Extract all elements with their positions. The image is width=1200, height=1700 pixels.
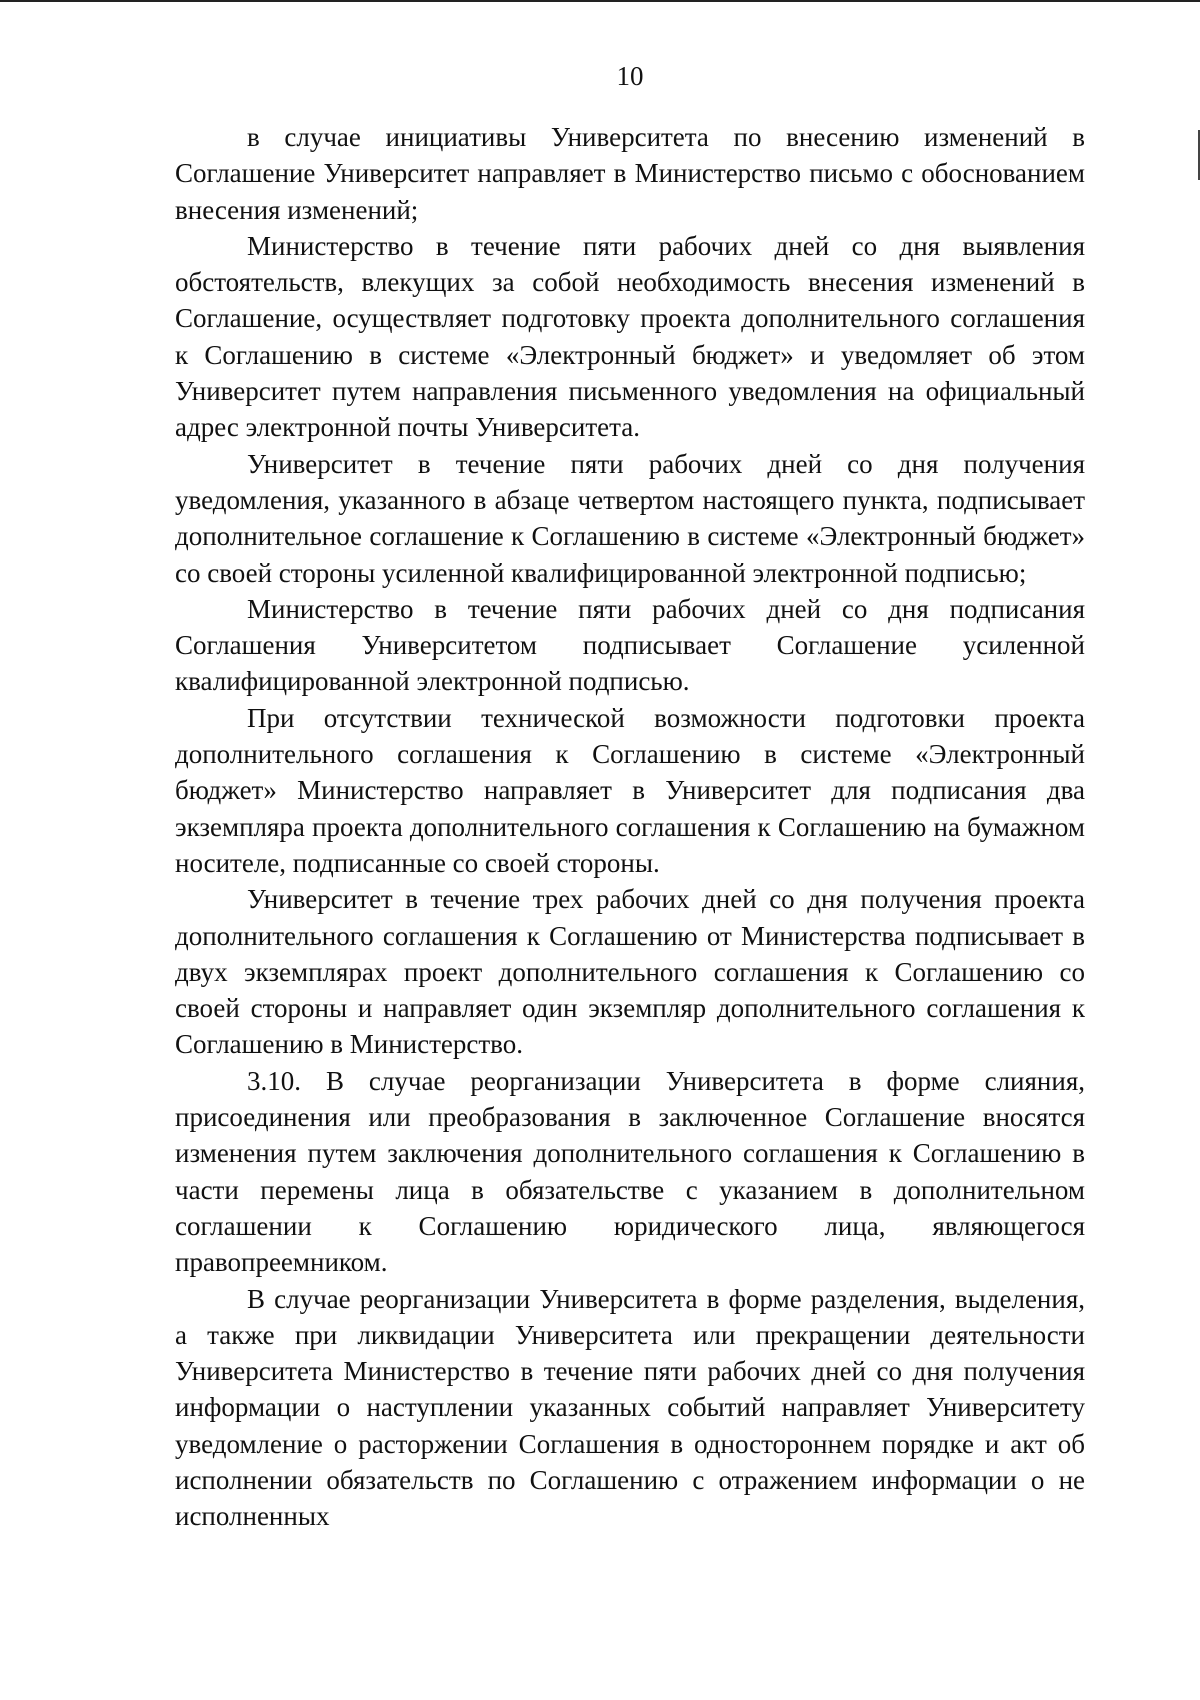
paragraph-reorganization-termination: В случае реорганизации Университета в форме разделения, выделения, а также при ликвидации Университета или прекращении деятельности Университета Министерство в течение пяти рабочих дней со дня получения информации о наступлении указанных событий направляет Университету уведомление о расторжении Соглашения в одностороннем порядке и акт об исполнении обязательств по Соглашению с отражением информации о не исполненных bbox=[175, 1283, 1085, 1532]
page-number: 10 bbox=[616, 61, 644, 91]
paragraph-section-3-10: 3.10. В случае реорганизации Университета в форме слияния, присоединения или преобразования в заключенное Соглашение вносятся изменения путем заключения дополнительного соглашения к Соглашению в части перемены лица в обязательстве с указанием в дополнительном соглашении к Соглашению юридического лица, являющегося правопреемником. bbox=[175, 1065, 1085, 1278]
paragraph-university-signing: Университет в течение пяти рабочих дней со дня получения уведомления, указанного в абзаце четвертом настоящего пункта, подписывает дополнительное соглашение к Соглашению в системе «Электронный бюджет» со своей стороны усиленной квалифицированной электронной подписью; bbox=[175, 448, 1085, 588]
document-body bbox=[175, 119, 1085, 1535]
paragraph-paper-copy: При отсутствии технической возможности подготовки проекта дополнительного соглашения к Соглашению в системе «Электронный бюджет» Министерство направляет в Университет для подписания два экземпляра проекта дополнительного соглашения к Соглашению на бумажном носителе, подписанные со своей стороны. bbox=[175, 702, 1085, 878]
scan-top-edge bbox=[0, 0, 1200, 2]
paragraph-initiative-letter: в случае инициативы Университета по внесению изменений в Соглашение Университет направляет в Министерство письмо с обоснованием внесения изменений; bbox=[175, 122, 1085, 225]
paragraph-ministry-preparation: Министерство в течение пяти рабочих дней со дня выявления обстоятельств, влекущих за собой необходимость внесения изменений в Соглашение, осуществляет подготовку проекта дополнительного соглашения к Соглашению в системе «Электронный бюджет» и уведомляет об этом Университет путем направления письменного уведомления на официальный адрес электронной почты Университета. bbox=[175, 230, 1085, 443]
paragraph-university-paper-signing: Университет в течение трех рабочих дней со дня получения проекта дополнительного соглашения к Соглашению от Министерства подписывает в двух экземплярах проект дополнительного соглашения к Соглашению со своей стороны и направляет один экземпляр дополнительного соглашения к Соглашению в Министерство. bbox=[175, 884, 1085, 1060]
paragraph-ministry-signing: Министерство в течение пяти рабочих дней со дня подписания Соглашения Университетом подписывает Соглашение усиленной квалифицированной электронной подписью. bbox=[175, 593, 1085, 697]
